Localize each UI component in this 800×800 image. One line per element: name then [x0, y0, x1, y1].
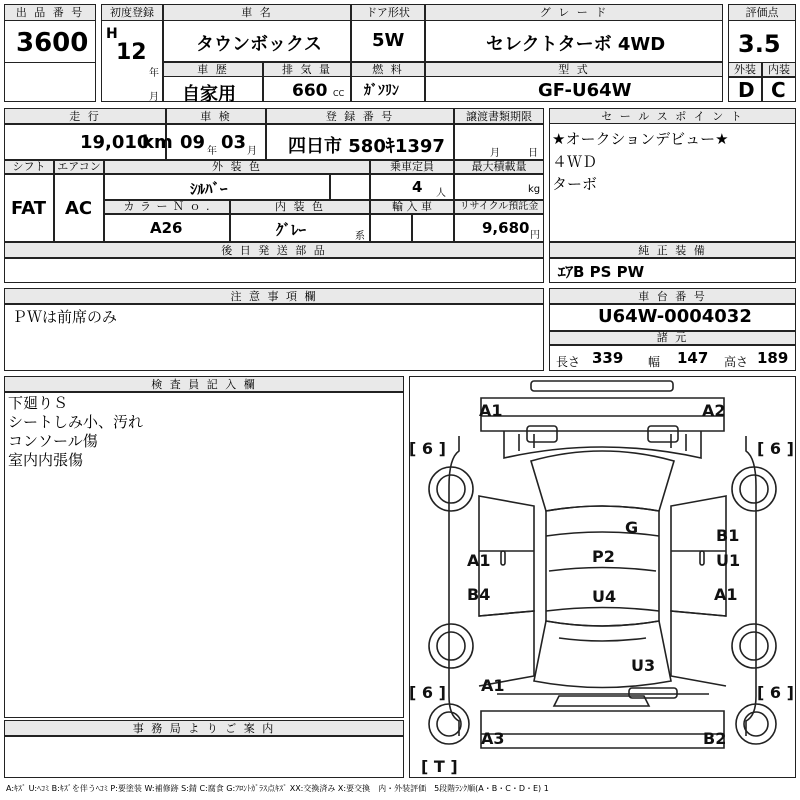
door-type: 5W — [372, 30, 405, 51]
ac: AC — [65, 198, 93, 219]
registration-year: 12 — [116, 40, 147, 65]
import-cell-left — [370, 214, 412, 242]
sales-points-label: セ ー ル ス ポ イ ン ト — [549, 108, 796, 124]
displacement: 660 — [292, 81, 328, 101]
inspection-year-unit: 年 — [207, 146, 217, 157]
height: 189 — [757, 349, 789, 367]
import-label: 輸 入 車 — [370, 200, 454, 214]
grade-label: グ レ ー ド — [425, 4, 723, 21]
length-label: 長さ — [556, 355, 581, 369]
recycle-amount: 9,680 — [482, 219, 530, 237]
ext-color-label: 外 装 色 — [104, 160, 370, 174]
fuel-label: 燃 料 — [351, 62, 425, 77]
int-rating-label: 内装 — [762, 62, 796, 77]
color-no: A26 — [150, 219, 183, 237]
mark-rear-right: B2 — [703, 729, 727, 748]
transfer-day: 日 — [528, 148, 538, 159]
ac-label: エアコン — [54, 160, 104, 174]
chassis-number: U64W-0004032 — [598, 306, 752, 327]
sales-point-3: ターボ — [552, 175, 598, 193]
sales-point-1: ★オークションデビュー★ — [552, 130, 729, 148]
shift: FAT — [11, 198, 47, 219]
mark-right-front-door-1: B1 — [716, 526, 740, 545]
displacement-unit: CC — [333, 89, 345, 98]
shift-label: シフト — [4, 160, 54, 174]
model: GF-U64W — [538, 80, 632, 101]
mark-rear-left: A3 — [481, 729, 505, 748]
sales-point-2: ４ＷＤ — [552, 153, 598, 171]
mark-interior: U4 — [592, 587, 617, 606]
int-color-label: 内 装 色 — [230, 200, 370, 214]
displacement-label: 排 気 量 — [263, 62, 351, 77]
ext-color: ｼﾙﾊﾞｰ — [190, 180, 228, 198]
inspection-label: 車 検 — [166, 108, 266, 124]
mark-left-rear: A1 — [481, 676, 505, 695]
ext-rating: D — [738, 78, 755, 102]
equipment-label: 純 正 装 備 — [549, 242, 796, 258]
mileage-unit: km — [142, 132, 173, 153]
door-label: ドア形状 — [351, 4, 425, 21]
mark-left-front-door: A1 — [467, 551, 491, 570]
length: 339 — [592, 349, 624, 367]
grade: セレクトターボ 4WD — [486, 34, 666, 55]
later-parts-label: 後 日 発 送 部 品 — [4, 242, 544, 258]
lot-number: 3600 — [16, 28, 89, 58]
seats: 4 — [412, 178, 423, 196]
load-unit: kg — [528, 184, 541, 195]
load-label: 最大積載量 — [454, 160, 544, 174]
transfer-deadline-label: 譲渡書類期限 — [454, 108, 544, 124]
inspector-line-2: シートしみ小、汚れ — [8, 413, 144, 431]
mark-front-left: A1 — [479, 401, 503, 420]
seats-unit: 人 — [436, 188, 446, 199]
mileage-label: 走 行 — [4, 108, 166, 124]
inspector-line-1: 下廻りＳ — [8, 394, 69, 412]
int-color: ｸﾞﾚｰ — [276, 221, 307, 239]
plate-label: 登 録 番 号 — [266, 108, 454, 124]
score-label: 評価点 — [728, 4, 796, 21]
mileage: 19,010 — [80, 132, 150, 153]
recycle-label: リサイクル預託金 — [454, 200, 544, 214]
mark-tire-rr: [ 6 ] — [757, 683, 794, 702]
score: 3.5 — [738, 30, 781, 58]
notes-text: ＰＷは前席のみ — [12, 308, 118, 326]
import-cell-right — [412, 214, 454, 242]
transfer-month: 月 — [490, 148, 500, 159]
plate-number: 四日市 580ｷ1397 — [288, 136, 445, 157]
year-unit: 年 — [149, 68, 159, 79]
mark-rear-roof: U3 — [631, 656, 656, 675]
chassis-label: 車 台 番 号 — [549, 288, 796, 304]
width: 147 — [677, 349, 709, 367]
mark-trunk: [ T ] — [421, 757, 458, 776]
mark-windshield: G — [625, 518, 639, 537]
office-cell — [4, 736, 404, 778]
int-rating: C — [771, 78, 786, 102]
office-label: 事 務 局 よ り ご 案 内 — [4, 720, 404, 736]
ext-rating-label: 外装 — [728, 62, 762, 77]
car-damage-diagram — [409, 376, 796, 778]
lot-number-divider — [4, 62, 96, 102]
inspector-label: 検 査 員 記 入 欄 — [4, 376, 404, 392]
fuel: ｶﾞｿﾘﾝ — [364, 83, 399, 99]
inspection-month: 03 — [221, 132, 247, 153]
mark-right-rear-door: A1 — [714, 585, 738, 604]
seats-label: 乗車定員 — [370, 160, 454, 174]
mark-front-right: A2 — [702, 401, 726, 420]
inspection-month-unit: 月 — [247, 146, 257, 157]
inspector-line-4: 室内内張傷 — [8, 451, 84, 469]
history-label: 車 歴 — [163, 62, 263, 77]
equipment-text: ｴｱB PS PW — [558, 263, 645, 281]
era: H — [106, 26, 118, 42]
inspector-line-3: コンソール傷 — [8, 432, 98, 450]
int-color-unit: 系 — [355, 231, 365, 242]
model-label: 型 式 — [425, 62, 723, 77]
history: 自家用 — [182, 84, 236, 105]
color-no-label: カ ラ ー Ｎ ｏ . — [104, 200, 230, 214]
mark-tire-fr: [ 6 ] — [757, 439, 794, 458]
ext-color-extra-cell — [330, 174, 370, 200]
car-name: タウンボックス — [196, 34, 322, 55]
later-parts-cell — [4, 258, 544, 283]
legend: A:ｷｽﾞ U:ﾍｺﾐ B:ｷｽﾞを伴うﾍｺﾐ P:要塗装 W:補修跡 S:錆 C:腐食 G:ﾌﾛﾝﾄｶﾞﾗｽ点ｷｽﾞ XX:交換済み X:要交換 内・外装評価 5段階ﾗﾝｸ順(A・B・C・D・E) 1 — [6, 784, 549, 793]
notes-label: 注 意 事 項 欄 — [4, 288, 544, 304]
first-registration-label: 初度登録 — [101, 4, 163, 21]
mark-right-front-door-2: U1 — [716, 551, 741, 570]
inspection-year: 09 — [180, 132, 206, 153]
mark-left-rear-door: B4 — [467, 585, 491, 604]
width-label: 幅 — [648, 355, 661, 369]
car-name-label: 車 名 — [163, 4, 351, 21]
mark-roof: P2 — [592, 547, 615, 566]
mark-tire-fl: [ 6 ] — [409, 439, 446, 458]
height-label: 高さ — [724, 355, 749, 369]
mark-tire-rl: [ 6 ] — [409, 683, 446, 702]
lot-number-label: 出 品 番 号 — [4, 4, 96, 21]
month-unit: 月 — [149, 92, 159, 103]
recycle-unit: 円 — [530, 230, 540, 241]
specs-sub-label: 諸 元 — [549, 331, 796, 345]
